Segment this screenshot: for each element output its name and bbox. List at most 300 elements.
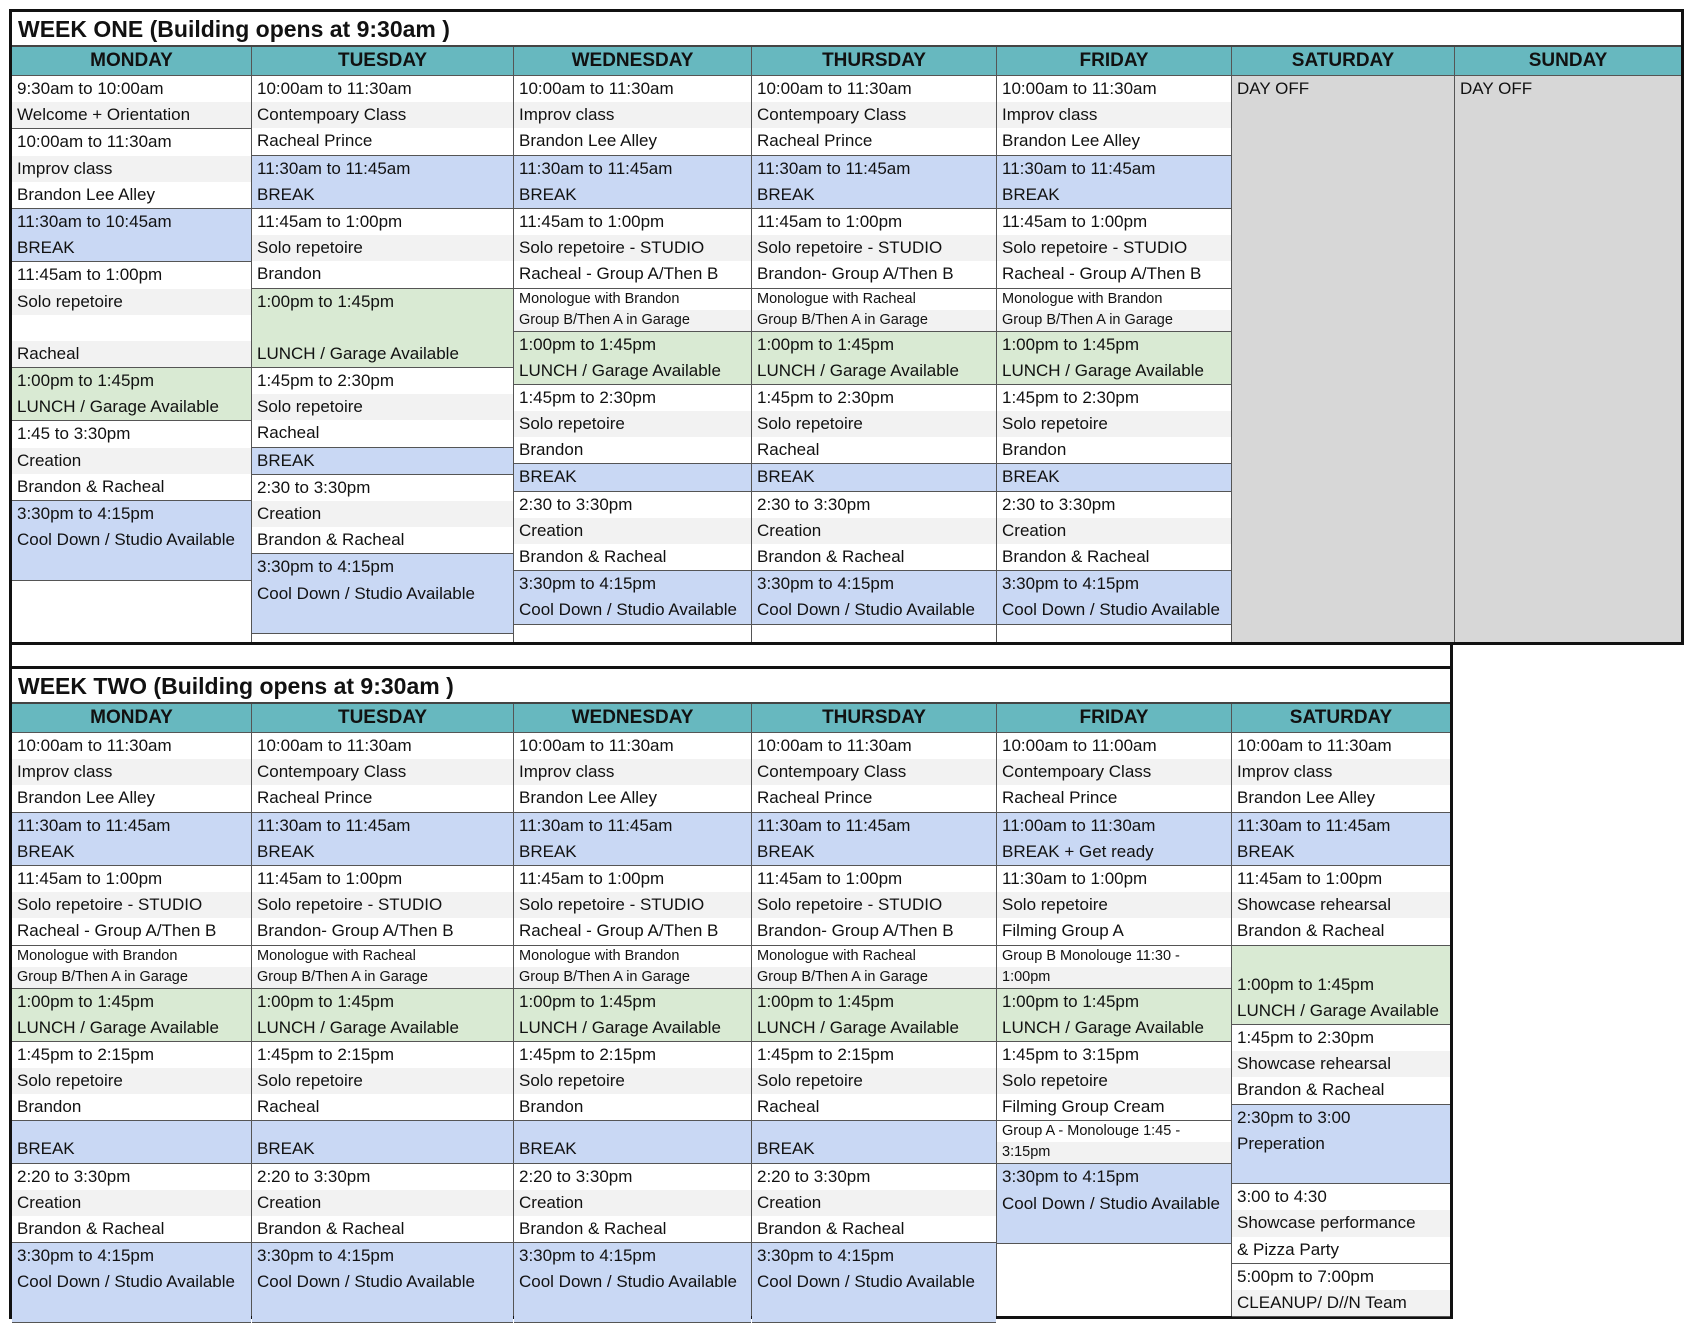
schedule-block — [997, 76, 1231, 156]
block-line: Brandon Lee Alley — [12, 785, 251, 811]
block-line: Improv class — [514, 759, 751, 785]
schedule-block — [752, 289, 996, 332]
schedule-block — [997, 1121, 1231, 1164]
block-line: Brandon- Group A/Then B — [752, 261, 996, 287]
block-line: CLEANUP/ D//N Team — [1232, 1290, 1450, 1316]
block-line: Solo repetoire — [252, 235, 513, 261]
schedule-block — [514, 1042, 751, 1122]
block-line: Brandon & Racheal — [12, 1216, 251, 1242]
block-line: Monologue with Brandon — [514, 946, 751, 967]
schedule-block — [997, 332, 1231, 385]
block-line: 3:30pm to 4:15pm — [252, 554, 513, 580]
block-line: Solo repetoire — [514, 411, 751, 437]
day-column-thursday — [752, 704, 997, 1316]
block-line: Creation — [12, 448, 251, 474]
schedule-block — [997, 209, 1231, 289]
block-line: 11:30am to 11:45am — [514, 813, 751, 839]
block-line: Monologue with Brandon — [12, 946, 251, 967]
schedule-block — [12, 129, 251, 209]
block-line: BREAK — [252, 448, 513, 474]
block-line: 1:00pm to 1:45pm — [12, 989, 251, 1015]
schedule-block — [752, 156, 996, 209]
block-line: 11:30am to 11:45am — [752, 156, 996, 182]
schedule-block — [12, 989, 251, 1042]
schedule-block — [514, 946, 751, 989]
schedule-block — [514, 492, 751, 572]
block-line: & Pizza Party — [1232, 1237, 1450, 1263]
schedule-block — [752, 332, 996, 385]
schedule-block — [252, 1042, 513, 1122]
block-line: 1:45pm to 2:30pm — [997, 385, 1231, 411]
block-line: LUNCH / Garage Available — [1232, 998, 1450, 1024]
block-line: 2:30 to 3:30pm — [252, 475, 513, 501]
block-line: 3:15pm — [997, 1142, 1231, 1163]
block-line: Brandon — [997, 437, 1231, 463]
block-line: 2:20 to 3:30pm — [12, 1164, 251, 1190]
schedule-block — [252, 368, 513, 448]
block-line: BREAK — [252, 839, 513, 865]
block-line: Brandon — [252, 261, 513, 287]
block-line: Solo repetoire — [997, 1068, 1231, 1094]
block-line: Solo repetoire — [12, 1068, 251, 1094]
day-off-block — [1232, 76, 1454, 642]
block-line: 11:45am to 1:00pm — [1232, 866, 1450, 892]
day-column-saturday — [1232, 704, 1450, 1316]
block-line: 2:30 to 3:30pm — [514, 492, 751, 518]
schedule-block — [752, 209, 996, 289]
empty-cell — [514, 625, 751, 642]
schedule-block — [514, 289, 751, 332]
block-line: 11:45am to 1:00pm — [514, 209, 751, 235]
block-line: Monologue with Brandon — [514, 289, 751, 310]
block-line: 1:45pm to 2:30pm — [1232, 1025, 1450, 1051]
block-line: 1:00pm to 1:45pm — [252, 289, 513, 315]
block-line: Brandon & Racheal — [12, 474, 251, 500]
schedule-block — [252, 946, 513, 989]
block-line: Cool Down / Studio Available — [997, 1191, 1231, 1217]
block-line: Cool Down / Studio Available — [514, 597, 751, 623]
day-column-sunday — [1455, 47, 1681, 642]
day-header: TUESDAY — [252, 47, 513, 76]
block-line: Brandon & Racheal — [1232, 1077, 1450, 1103]
schedule-block — [514, 1243, 751, 1323]
day-column-monday — [12, 704, 252, 1316]
schedule-block — [752, 813, 996, 866]
block-line: LUNCH / Garage Available — [997, 1015, 1231, 1041]
block-line: Creation — [997, 518, 1231, 544]
block-line: Brandon & Racheal — [752, 544, 996, 570]
block-line: Solo repetoire — [514, 1068, 751, 1094]
block-line: Contempoary Class — [997, 759, 1231, 785]
schedule-block — [252, 813, 513, 866]
schedule-block — [752, 989, 996, 1042]
schedule-block — [252, 76, 513, 156]
block-line: Brandon & Racheal — [252, 1216, 513, 1242]
schedule-block — [752, 571, 996, 624]
day-column-friday — [997, 704, 1232, 1316]
block-line — [12, 553, 251, 579]
block-line: Brandon- Group A/Then B — [252, 918, 513, 944]
schedule-block — [252, 989, 513, 1042]
block-line: Solo repetoire — [252, 1068, 513, 1094]
block-line — [12, 1121, 251, 1136]
schedule-block — [252, 1121, 513, 1163]
block-line: 2:30pm to 3:00 — [1232, 1105, 1450, 1131]
block-line: Creation — [12, 1190, 251, 1216]
schedule-block — [252, 448, 513, 475]
block-line — [1232, 946, 1450, 972]
block-line: Brandon Lee Alley — [514, 128, 751, 154]
block-line: Brandon Lee Alley — [514, 785, 751, 811]
block-line: 3:30pm to 4:15pm — [752, 571, 996, 597]
block-line: 11:30am to 10:45am — [12, 209, 251, 235]
block-line: LUNCH / Garage Available — [997, 358, 1231, 384]
block-line: Brandon Lee Alley — [12, 182, 251, 208]
block-line: Group B/Then A in Garage — [752, 967, 996, 988]
block-line: Racheal — [12, 341, 251, 367]
block-line: 1:00pm to 1:45pm — [997, 989, 1231, 1015]
block-line: Cool Down / Studio Available — [12, 1269, 251, 1295]
day-header: WEDNESDAY — [514, 704, 751, 733]
block-line — [514, 1121, 751, 1136]
block-line: 1:45pm to 2:15pm — [12, 1042, 251, 1068]
schedule-block — [752, 1042, 996, 1122]
block-line: 9:30am to 10:00am — [12, 76, 251, 102]
block-line: Racheal - Group A/Then B — [997, 261, 1231, 287]
block-line: 11:30am to 11:45am — [752, 813, 996, 839]
block-line: Creation — [514, 518, 751, 544]
block-line: Solo repetoire — [752, 1068, 996, 1094]
block-line: 11:45am to 1:00pm — [252, 866, 513, 892]
day-header: TUESDAY — [252, 704, 513, 733]
schedule-block — [252, 1164, 513, 1244]
schedule-block — [1232, 866, 1450, 946]
schedule-block — [997, 813, 1231, 866]
block-line: Cool Down / Studio Available — [252, 581, 513, 607]
block-line: Creation — [752, 1190, 996, 1216]
block-line: Improv class — [1232, 759, 1450, 785]
day-column-monday — [12, 47, 252, 642]
block-line: Preperation — [1232, 1131, 1450, 1157]
block-line: Brandon & Racheal — [1232, 918, 1450, 944]
block-line: 11:30am to 1:00pm — [997, 866, 1231, 892]
day-header: WEDNESDAY — [514, 47, 751, 76]
block-line: BREAK — [12, 839, 251, 865]
block-line: Improv class — [997, 102, 1231, 128]
week-one-schedule — [9, 9, 1684, 645]
block-line: Monologue with Brandon — [997, 289, 1231, 310]
day-column-thursday — [752, 47, 997, 642]
schedule-block — [1232, 813, 1450, 866]
block-line: Racheal - Group A/Then B — [12, 918, 251, 944]
schedule-block — [12, 1164, 251, 1244]
day-header: SUNDAY — [1455, 47, 1681, 76]
schedule-block — [997, 571, 1231, 624]
block-line: 2:30 to 3:30pm — [752, 492, 996, 518]
block-line: Contempoary Class — [752, 759, 996, 785]
block-line — [252, 315, 513, 341]
empty-cell — [252, 634, 513, 642]
block-line: 10:00am to 11:30am — [752, 733, 996, 759]
block-line: Racheal — [252, 420, 513, 446]
week-separator — [9, 644, 1453, 667]
day-off-block — [1455, 76, 1681, 642]
block-line — [12, 1296, 251, 1322]
block-line: Solo repetoire — [997, 892, 1231, 918]
block-line: 11:45am to 1:00pm — [514, 866, 751, 892]
block-line: BREAK — [1232, 839, 1450, 865]
block-line: Solo repetoire - STUDIO — [12, 892, 251, 918]
day-column-friday — [997, 47, 1232, 642]
schedule-block — [12, 866, 251, 946]
block-line: 3:30pm to 4:15pm — [514, 571, 751, 597]
day-header: SATURDAY — [1232, 704, 1450, 733]
block-line: LUNCH / Garage Available — [514, 1015, 751, 1041]
block-line: Monologue with Racheal — [252, 946, 513, 967]
block-line: 2:20 to 3:30pm — [252, 1164, 513, 1190]
block-line: Cool Down / Studio Available — [12, 527, 251, 553]
block-line: 3:30pm to 4:15pm — [997, 1164, 1231, 1190]
schedule-block — [1232, 1105, 1450, 1185]
block-line: 10:00am to 11:00am — [997, 733, 1231, 759]
block-line: LUNCH / Garage Available — [514, 358, 751, 384]
schedule-block — [997, 492, 1231, 572]
block-line: 11:45am to 1:00pm — [752, 866, 996, 892]
block-line: Solo repetoire - STUDIO — [514, 892, 751, 918]
block-line: Showcase rehearsal — [1232, 1051, 1450, 1077]
schedule-block — [752, 464, 996, 491]
schedule-block — [752, 385, 996, 465]
schedule-block — [514, 385, 751, 465]
block-line: BREAK — [514, 1136, 751, 1162]
block-line: Solo repetoire — [997, 411, 1231, 437]
week-two-columns — [12, 704, 1450, 1316]
schedule-block — [252, 209, 513, 289]
block-line: Group B/Then A in Garage — [252, 967, 513, 988]
schedule-block — [12, 733, 251, 813]
block-line: 10:00am to 11:30am — [514, 76, 751, 102]
schedule-block — [514, 464, 751, 491]
block-line: 10:00am to 11:30am — [252, 733, 513, 759]
schedule-block — [252, 866, 513, 946]
block-line: BREAK — [752, 182, 996, 208]
block-line: Brandon Lee Alley — [1232, 785, 1450, 811]
schedule-block — [514, 866, 751, 946]
block-line: Group B/Then A in Garage — [514, 967, 751, 988]
block-line: 1:45pm to 2:30pm — [252, 368, 513, 394]
day-column-tuesday — [252, 704, 514, 1316]
day-header: MONDAY — [12, 704, 251, 733]
block-line: 1:00pm to 1:45pm — [252, 989, 513, 1015]
block-line — [752, 1121, 996, 1136]
block-line: 2:30 to 3:30pm — [997, 492, 1231, 518]
block-line: 11:30am to 11:45am — [252, 156, 513, 182]
block-line: Contempoary Class — [252, 759, 513, 785]
block-line: 1:00pm to 1:45pm — [514, 989, 751, 1015]
block-line: Solo repetoire - STUDIO — [997, 235, 1231, 261]
block-line: 3:30pm to 4:15pm — [12, 1243, 251, 1269]
block-line: Improv class — [514, 102, 751, 128]
block-line: Racheal — [752, 1094, 996, 1120]
block-line: 11:30am to 11:45am — [12, 813, 251, 839]
schedule-block — [12, 1042, 251, 1122]
schedule-block — [997, 156, 1231, 209]
schedule-block — [12, 421, 251, 501]
block-line: Racheal — [752, 437, 996, 463]
block-line: 11:45am to 1:00pm — [997, 209, 1231, 235]
schedule-block — [1232, 946, 1450, 1026]
day-header: THURSDAY — [752, 704, 996, 733]
block-line — [252, 1296, 513, 1322]
block-line: 10:00am to 11:30am — [252, 76, 513, 102]
day-header: FRIDAY — [997, 47, 1231, 76]
block-line: Cool Down / Studio Available — [997, 597, 1231, 623]
schedule-block — [12, 76, 251, 129]
block-line: Group A - Monolouge 1:45 - — [997, 1121, 1231, 1142]
block-line: 11:45am to 1:00pm — [12, 866, 251, 892]
schedule-block — [514, 571, 751, 624]
empty-cell — [12, 581, 251, 642]
block-line — [514, 1296, 751, 1322]
block-line: BREAK — [752, 1136, 996, 1162]
block-line: Filming Group Cream — [997, 1094, 1231, 1120]
block-line: 1:45pm to 2:30pm — [752, 385, 996, 411]
schedule-block — [752, 1243, 996, 1323]
schedule-block — [12, 1121, 251, 1163]
block-line: 1:00pm to 1:45pm — [752, 989, 996, 1015]
block-line: Group B/Then A in Garage — [997, 310, 1231, 331]
block-line: Brandon & Racheal — [752, 1216, 996, 1242]
block-line: Solo repetoire — [252, 394, 513, 420]
block-line: 11:30am to 11:45am — [1232, 813, 1450, 839]
block-line: 1:45pm to 2:15pm — [252, 1042, 513, 1068]
block-line: 10:00am to 11:30am — [752, 76, 996, 102]
schedule-block — [997, 989, 1231, 1042]
schedule-block — [514, 156, 751, 209]
week-one-columns — [12, 47, 1681, 642]
block-line: Solo repetoire - STUDIO — [752, 892, 996, 918]
block-line: 11:45am to 1:00pm — [252, 209, 513, 235]
schedule-block — [514, 1121, 751, 1163]
block-line: BREAK — [252, 1136, 513, 1162]
week-one-title: WEEK ONE (Building opens at 9:30am ) — [12, 12, 1681, 47]
block-line: Cool Down / Studio Available — [752, 1269, 996, 1295]
schedule-block — [252, 156, 513, 209]
day-header: FRIDAY — [997, 704, 1231, 733]
block-line: 10:00am to 11:30am — [12, 129, 251, 155]
empty-cell — [752, 625, 996, 642]
block-line: DAY OFF — [1455, 76, 1681, 102]
block-line: Creation — [514, 1190, 751, 1216]
block-line: 1:00pm to 1:45pm — [12, 368, 251, 394]
block-line: 11:45am to 1:00pm — [752, 209, 996, 235]
block-line: 11:30am to 11:45am — [997, 156, 1231, 182]
block-line: 1:00pm to 1:45pm — [514, 332, 751, 358]
schedule-block — [997, 1042, 1231, 1122]
block-line: 1:00pm to 1:45pm — [997, 332, 1231, 358]
schedule-block — [1232, 733, 1450, 813]
block-line: LUNCH / Garage Available — [12, 1015, 251, 1041]
block-line: 3:00 to 4:30 — [1232, 1184, 1450, 1210]
schedule-block — [12, 1243, 251, 1323]
block-line: 10:00am to 11:30am — [514, 733, 751, 759]
schedule-block — [252, 733, 513, 813]
schedule-block — [752, 946, 996, 989]
day-column-wednesday — [514, 47, 752, 642]
block-line: 3:30pm to 4:15pm — [252, 1243, 513, 1269]
block-line: 1:45pm to 3:15pm — [997, 1042, 1231, 1068]
block-line: Contempoary Class — [252, 102, 513, 128]
block-line: Solo repetoire — [12, 289, 251, 315]
block-line: Brandon — [514, 1094, 751, 1120]
block-line: 2:20 to 3:30pm — [514, 1164, 751, 1190]
schedule-block — [752, 1164, 996, 1244]
block-line: Cool Down / Studio Available — [514, 1269, 751, 1295]
block-line: Solo repetoire - STUDIO — [752, 235, 996, 261]
block-line — [997, 1217, 1231, 1243]
block-line: 3:30pm to 4:15pm — [752, 1243, 996, 1269]
schedule-block — [12, 262, 251, 368]
block-line: Showcase performance — [1232, 1210, 1450, 1236]
block-line: Improv class — [12, 759, 251, 785]
block-line: LUNCH / Garage Available — [752, 1015, 996, 1041]
schedule-block — [252, 554, 513, 634]
day-header: THURSDAY — [752, 47, 996, 76]
schedule-block — [12, 209, 251, 262]
block-line: 1:45pm to 2:30pm — [514, 385, 751, 411]
block-line — [252, 1121, 513, 1136]
block-line: 5:00pm to 7:00pm — [1232, 1264, 1450, 1290]
schedule-block — [1232, 1025, 1450, 1105]
schedule-block — [752, 866, 996, 946]
schedule-block — [752, 1121, 996, 1163]
block-line: Contempoary Class — [752, 102, 996, 128]
block-line: Monologue with Racheal — [752, 946, 996, 967]
block-line: DAY OFF — [1232, 76, 1454, 102]
block-line: Brandon — [12, 1094, 251, 1120]
block-line: 11:30am to 11:45am — [252, 813, 513, 839]
block-line: 11:00am to 11:30am — [997, 813, 1231, 839]
schedule-block — [752, 492, 996, 572]
block-line: Group B/Then A in Garage — [514, 310, 751, 331]
block-line: Creation — [252, 1190, 513, 1216]
block-line: BREAK — [514, 182, 751, 208]
block-line: BREAK — [12, 235, 251, 261]
schedule-block — [514, 1164, 751, 1244]
block-line: Brandon Lee Alley — [997, 128, 1231, 154]
block-line: Brandon & Racheal — [997, 544, 1231, 570]
schedule-block — [997, 289, 1231, 332]
block-line: BREAK — [997, 182, 1231, 208]
block-line: BREAK — [752, 839, 996, 865]
block-line: 2:20 to 3:30pm — [752, 1164, 996, 1190]
block-line: 1:45 to 3:30pm — [12, 421, 251, 447]
block-line: Creation — [252, 501, 513, 527]
block-line — [752, 1296, 996, 1322]
block-line: BREAK — [514, 839, 751, 865]
block-line: BREAK + Get ready — [997, 839, 1231, 865]
block-line: Improv class — [12, 156, 251, 182]
schedule-block — [514, 76, 751, 156]
block-line: 3:30pm to 4:15pm — [997, 571, 1231, 597]
week-two-title: WEEK TWO (Building opens at 9:30am ) — [12, 669, 1450, 704]
schedule-block — [514, 209, 751, 289]
block-line: BREAK — [997, 464, 1231, 490]
schedule-block — [997, 1164, 1231, 1244]
block-line: Racheal Prince — [752, 128, 996, 154]
schedule-block — [514, 733, 751, 813]
block-line: Racheal Prince — [997, 785, 1231, 811]
